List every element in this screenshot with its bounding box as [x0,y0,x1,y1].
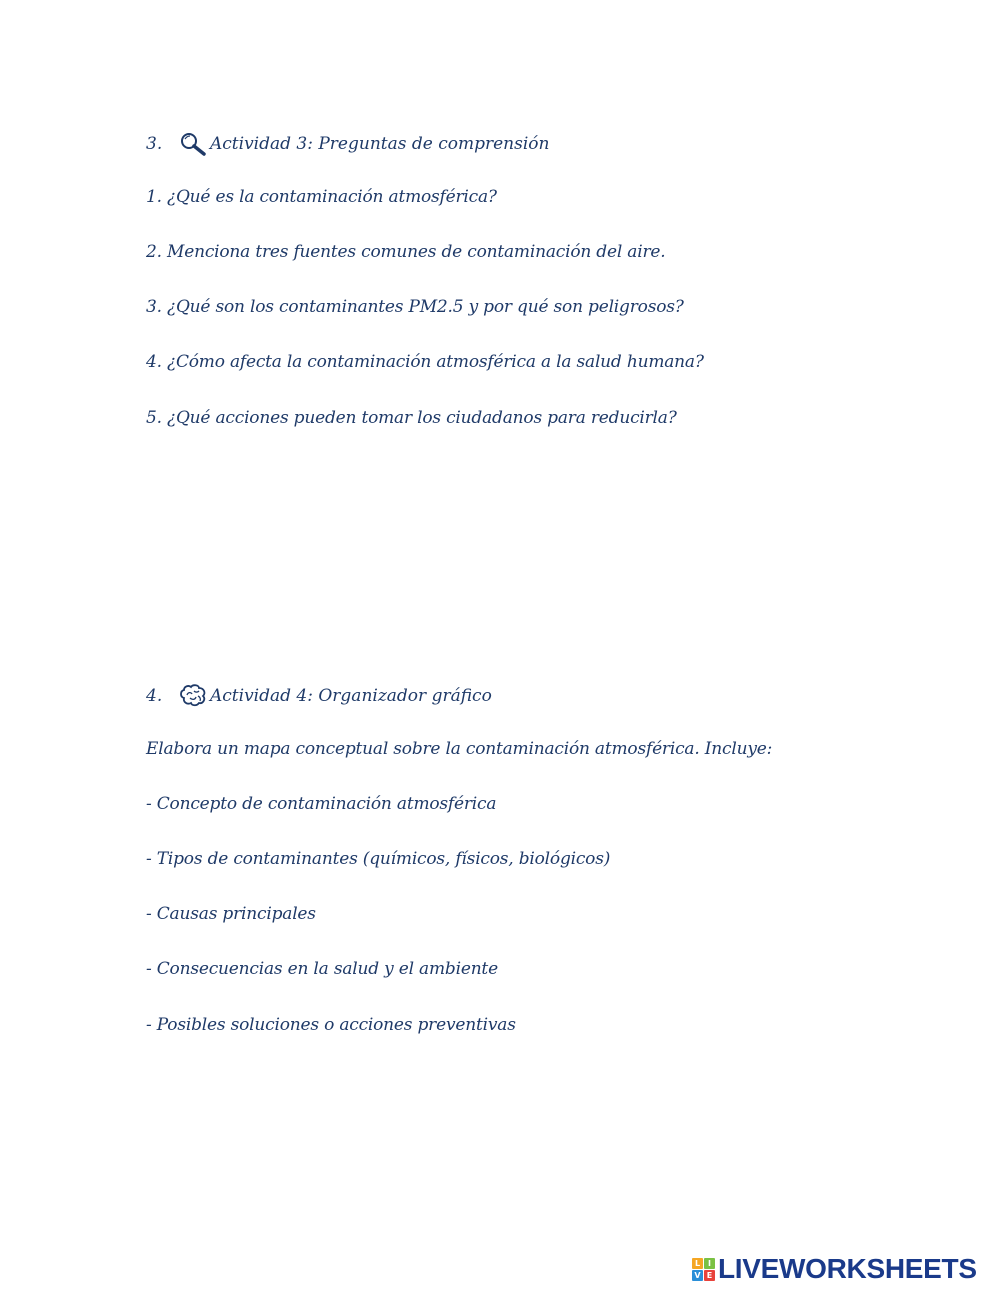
concept-item-1: - Concepto de contaminación atmosférica [146,794,497,814]
question-2: 2. Menciona tres fuentes comunes de contaminación del aire. [146,242,666,262]
activity-4-heading [146,683,492,709]
concept-item-5: - Posibles soluciones o acciones preventivas [146,1015,516,1035]
logo-letter-e: E [704,1270,715,1281]
activity-4-intro: Elabora un mapa conceptual sobre la contaminación atmosférica. Incluye: [146,739,773,759]
activity-3-title: Actividad 3: Preguntas de comprensión [210,134,550,154]
logo-letter-v: V [692,1270,703,1281]
activity-3-number: 3. [146,134,163,154]
brand-name: LIVEWORKSHEETS [718,1253,977,1284]
question-3: 3. ¿Qué son los contaminantes PM2.5 y por qué son peligrosos? [146,297,684,317]
question-5: 5. ¿Qué acciones pueden tomar los ciudadanos para reducirla? [146,408,677,428]
concept-item-4: - Consecuencias en la salud y el ambiente [146,959,498,979]
activity-3-heading [146,131,549,157]
brain-icon [178,683,208,709]
liveworksheets-logo [692,1254,977,1284]
activity-4-number: 4. [146,686,163,706]
concept-item-3: - Causas principales [146,904,316,924]
logo-letter-i: I [704,1258,715,1269]
activity-4-title: Actividad 4: Organizador gráfico [210,686,492,706]
magnifier-icon [178,131,208,157]
logo-letter-l: L [692,1258,703,1269]
live-logo-icon [692,1258,715,1281]
concept-item-2: - Tipos de contaminantes (químicos, físicos, biológicos) [146,849,611,869]
question-1: 1. ¿Qué es la contaminación atmosférica? [146,187,497,207]
question-4: 4. ¿Cómo afecta la contaminación atmosférica a la salud humana? [146,352,704,372]
